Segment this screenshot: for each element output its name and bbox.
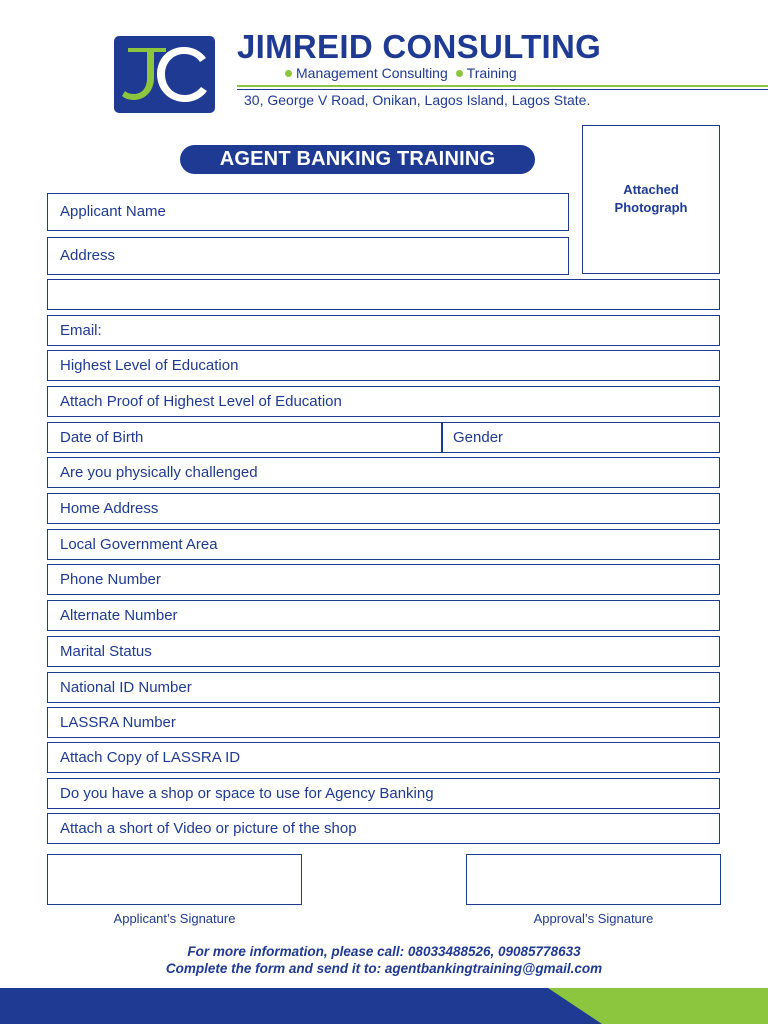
marital-status-field[interactable] bbox=[47, 636, 720, 667]
contact-info: For more information, please call: 08033488526, 09085778633 bbox=[187, 944, 581, 959]
phone-label: Phone Number bbox=[60, 571, 161, 588]
education-proof-field[interactable] bbox=[47, 386, 720, 417]
applicant-signature-box[interactable] bbox=[47, 854, 302, 905]
dob-label: Date of Birth bbox=[60, 429, 144, 446]
applicant-signature-label: Applicant’s Signature bbox=[113, 911, 236, 926]
lassra-number-field[interactable] bbox=[47, 707, 720, 738]
applicant-name-field[interactable] bbox=[47, 193, 569, 231]
photo-upload-box[interactable] bbox=[582, 125, 720, 274]
company-logo bbox=[114, 36, 215, 113]
approval-signature-label: Approval’s Signature bbox=[533, 911, 654, 926]
physically-challenged-label: Are you physically challenged bbox=[60, 464, 258, 481]
lassra-copy-label: Attach Copy of LASSRA ID bbox=[60, 749, 241, 766]
lassra-copy-field[interactable] bbox=[47, 742, 720, 773]
email-field[interactable] bbox=[47, 315, 720, 346]
footer-band bbox=[0, 988, 768, 1024]
lga-label: Local Government Area bbox=[60, 536, 218, 553]
address-line-2-field[interactable] bbox=[47, 279, 720, 310]
lassra-number-label: LASSRA Number bbox=[60, 714, 176, 731]
shop-space-label: Do you have a shop or space to use for Agency Banking bbox=[60, 785, 434, 802]
education-proof-label: Attach Proof of Highest Level of Education bbox=[60, 393, 342, 410]
home-address-field[interactable] bbox=[47, 493, 720, 524]
marital-status-label: Marital Status bbox=[60, 643, 152, 660]
company-name: JIMREID CONSULTING bbox=[237, 28, 602, 65]
national-id-field[interactable] bbox=[47, 672, 720, 703]
tagline-training: Training bbox=[466, 65, 517, 81]
company-address: 30, George V Road, Onikan, Lagos Island, Lagos State. bbox=[244, 92, 591, 108]
phone-field[interactable] bbox=[47, 564, 720, 595]
approval-signature-box[interactable] bbox=[466, 854, 721, 905]
applicant-name-label: Applicant Name bbox=[60, 203, 166, 220]
address-field[interactable] bbox=[47, 237, 569, 275]
shop-media-label: Attach a short of Video or picture of the shop bbox=[60, 820, 357, 837]
national-id-label: National ID Number bbox=[60, 679, 192, 696]
education-field[interactable] bbox=[47, 350, 720, 381]
tagline-consulting: Management Consulting bbox=[296, 65, 448, 81]
address-label: Address bbox=[60, 247, 116, 264]
email-label: Email: bbox=[60, 322, 102, 339]
shop-media-field[interactable] bbox=[47, 813, 720, 844]
gender-label: Gender bbox=[453, 429, 504, 446]
submission-info: Complete the form and send it to: agentbankingtraining@gmail.com bbox=[165, 961, 603, 976]
alt-phone-label: Alternate Number bbox=[60, 607, 178, 624]
bullet-dot-icon bbox=[456, 70, 463, 77]
alt-phone-field[interactable] bbox=[47, 600, 720, 631]
header-rule-green bbox=[237, 85, 768, 87]
lga-field[interactable] bbox=[47, 529, 720, 560]
photo-label: Attached Photograph bbox=[614, 182, 688, 215]
shop-space-field[interactable] bbox=[47, 778, 720, 809]
bullet-dot-icon bbox=[285, 70, 292, 77]
field-divider bbox=[441, 423, 443, 452]
company-tagline bbox=[285, 65, 517, 81]
dob-gender-row[interactable] bbox=[47, 422, 720, 453]
form-title: AGENT BANKING TRAINING bbox=[180, 145, 535, 174]
header-rule-blue bbox=[237, 89, 768, 90]
home-address-label: Home Address bbox=[60, 500, 159, 517]
education-label: Highest Level of Education bbox=[60, 357, 239, 374]
physically-challenged-field[interactable] bbox=[47, 457, 720, 488]
